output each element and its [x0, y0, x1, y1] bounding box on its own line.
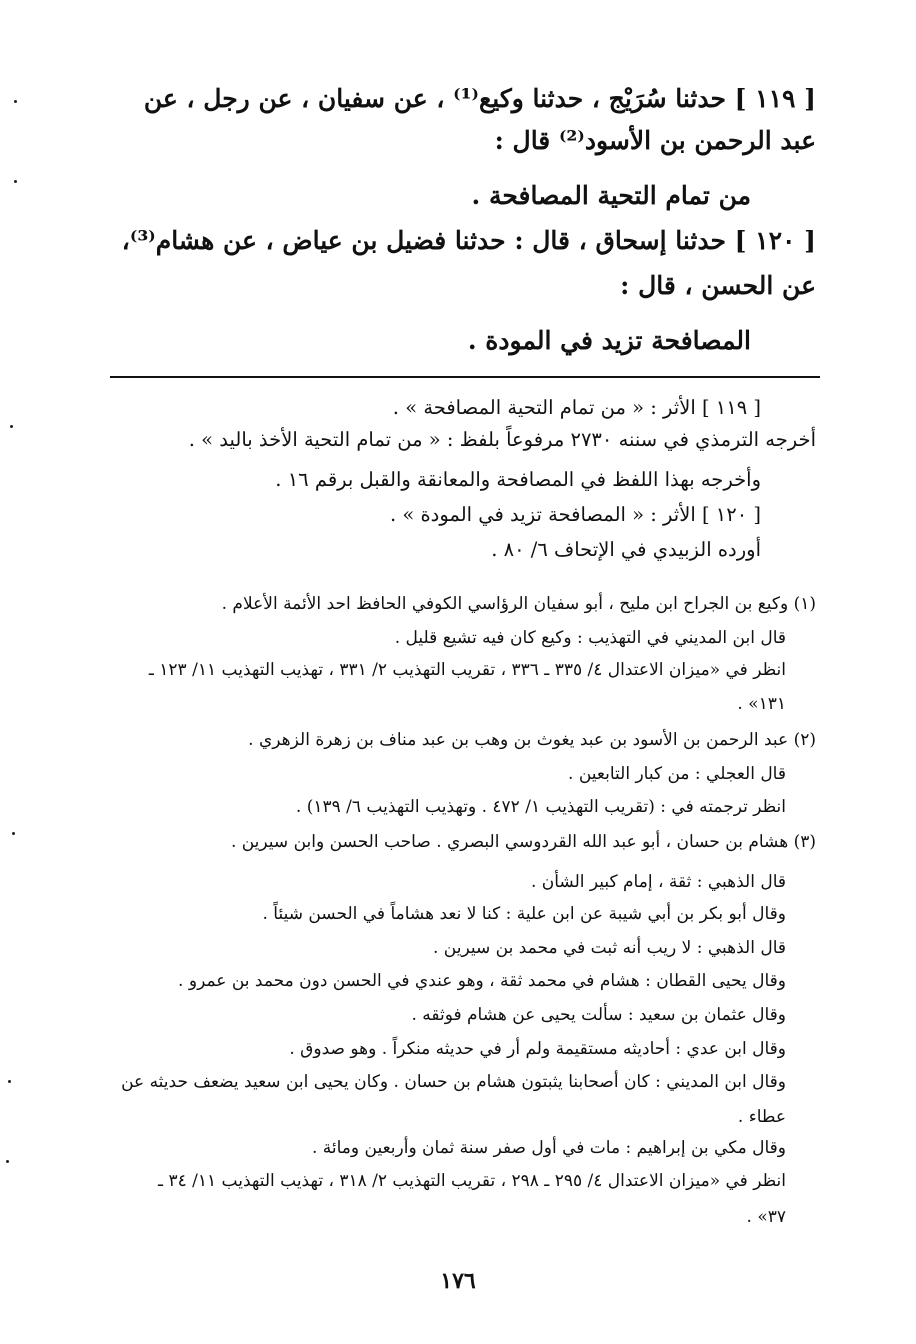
main-text-line: المصافحة تزيد في المودة .: [467, 326, 751, 355]
footnote-line: انظر في «ميزان الاعتدال ٤/ ٣٣٥ ـ ٣٣٦ ، تقريب التهذيب ٢/ ٣٣١ ، تهذيب التهذيب ١١/ ١٢٣ ـ: [148, 660, 786, 680]
footnote-line: ٣٧» .: [746, 1207, 786, 1227]
page-number: ١٧٦: [440, 1268, 476, 1294]
commentary-line: وأخرجه بهذا اللفظ في المصافحة والمعانقة والقبل برقم ١٦ .: [275, 468, 761, 491]
footnote-line: عطاء .: [737, 1107, 786, 1127]
commentary-line: [ ١٢٠ ] الأثر : « المصافحة تزيد في المودة » .: [389, 503, 761, 526]
footnote-line: قال الذهبي : ثقة ، إمام كبير الشأن .: [530, 872, 786, 892]
footnote-line: (٢) عبد الرحمن بن الأسود بن عبد يغوث بن وهب بن عبد مناف بن زهرة الزهري .: [248, 730, 816, 750]
footnote-line: قال ابن المديني في التهذيب : وكيع كان فيه تشيع قليل .: [394, 628, 786, 648]
scan-speck: [10, 425, 13, 428]
footnote-line: وقال ابن المديني : كان أصحابنا يثبتون هشام بن حسان . وكان يحيى ابن سعيد يضعف حديثه عن: [121, 1072, 786, 1092]
footnote-line: قال العجلي : من كبار التابعين .: [568, 764, 786, 784]
commentary-line: أورده الزبيدي في الإتحاف ٦/ ٨٠ .: [491, 538, 761, 561]
scan-speck: [14, 180, 17, 183]
separator-rule: [110, 376, 820, 378]
main-text-line: من تمام التحية المصافحة .: [471, 181, 751, 210]
footnote-line: وقال ابن عدي : أحاديثه مستقيمة ولم أر في حديثه منكراً . وهو صدوق .: [289, 1039, 786, 1059]
footnote-line: (٣) هشام بن حسان ، أبو عبد الله القردوسي البصري . صاحب الحسن وابن سيرين .: [230, 832, 816, 852]
footnote-line: وقال يحيى القطان : هشام في محمد ثقة ، وهو عندي في الحسن دون محمد بن عمرو .: [178, 971, 786, 991]
scan-speck: [12, 832, 15, 835]
main-text-line: [ ١١٩ ] حدثنا سُرَيْج ، حدثنا وكيع⁽¹⁾ ، عن سفيان ، عن رجل ، عن: [143, 84, 816, 113]
footnote-line: قال الذهبي : لا ريب أنه ثبت في محمد بن سيرين .: [433, 938, 786, 958]
scan-speck: [6, 1160, 9, 1163]
scan-speck: [14, 100, 17, 103]
footnote-line: وقال عثمان بن سعيد : سألت يحيى عن هشام فوثقه .: [411, 1005, 786, 1025]
scan-speck: [8, 1080, 11, 1083]
footnote-line: انظر ترجمته في : (تقريب التهذيب ١/ ٤٧٢ . وتهذيب التهذيب ٦/ ١٣٩) .: [295, 797, 786, 817]
main-text-line: عن الحسن ، قال :: [620, 271, 816, 300]
footnote-line: وقال مكي بن إبراهيم : مات في أول صفر سنة ثمان وأربعين ومائة .: [311, 1138, 786, 1158]
footnote-line: (١) وكيع بن الجراح ابن مليح ، أبو سفيان الرؤاسي الكوفي الحافظ احد الأئمة الأعلام .: [221, 594, 816, 614]
commentary-line: أخرجه الترمذي في سننه ٢٧٣٠ مرفوعاً بلفظ : « من تمام التحية الأخذ باليد » .: [188, 428, 816, 451]
main-text-line: عبد الرحمن بن الأسود⁽²⁾ قال :: [494, 126, 816, 155]
footnote-line: ١٣١» .: [737, 694, 786, 714]
footnote-line: وقال أبو بكر بن أبي شيبة عن ابن علية : كنا لا نعد هشاماً في الحسن شيئاً .: [262, 904, 786, 924]
commentary-line: [ ١١٩ ] الأثر : « من تمام التحية المصافحة » .: [392, 396, 761, 419]
footnote-line: انظر في «ميزان الاعتدال ٤/ ٢٩٥ ـ ٢٩٨ ، تقريب التهذيب ٢/ ٣١٨ ، تهذيب التهذيب ١١/ ٣٤ ـ: [158, 1171, 786, 1191]
main-text-line: [ ١٢٠ ] حدثنا إسحاق ، قال : حدثنا فضيل بن عياض ، عن هشام⁽³⁾،: [121, 226, 816, 255]
